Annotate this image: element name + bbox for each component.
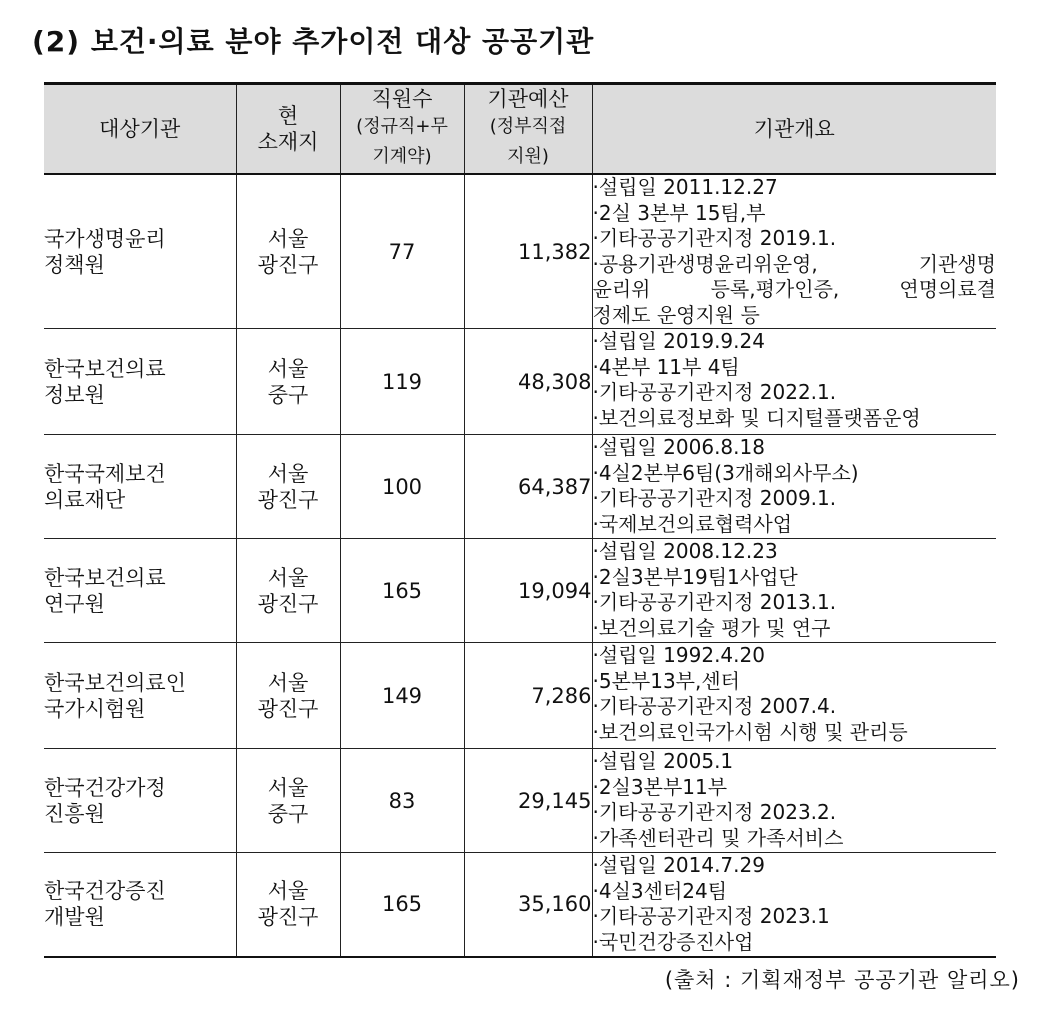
org-name-line: 한국건강가정 bbox=[44, 775, 166, 800]
org-name-line: 국가시험원 bbox=[44, 696, 146, 721]
summary-cell bbox=[592, 539, 996, 643]
summary-line: ·설립일 2006.8.18 bbox=[592, 435, 765, 459]
org-name-cell bbox=[44, 539, 236, 643]
summary-line: ·국민건강증진사업 bbox=[592, 929, 754, 954]
table-row bbox=[44, 174, 996, 329]
location-cell bbox=[236, 174, 340, 329]
budget-cell: 35,160 bbox=[464, 853, 592, 957]
summary-line: ·기타공공기관지정 2023.2. bbox=[592, 800, 837, 824]
budget-cell: 48,308 bbox=[464, 329, 592, 435]
header-location-line2: 소재지 bbox=[257, 130, 319, 154]
header-staff-line3: 기계약) bbox=[372, 146, 432, 167]
budget-cell: 11,382 bbox=[464, 174, 592, 329]
org-name-line: 한국보건의료 bbox=[44, 565, 166, 590]
summary-line: ·보건의료기술 평가 및 연구 bbox=[592, 615, 831, 640]
header-staff-line1: 직원수 bbox=[371, 87, 433, 111]
org-name-line: 한국보건의료 bbox=[44, 356, 166, 381]
staff-count-cell: 77 bbox=[340, 174, 464, 329]
org-name-line: 국가생명윤리 bbox=[44, 226, 166, 251]
summary-line: ·가족센터관리 및 가족서비스 bbox=[592, 825, 844, 850]
summary-cell bbox=[592, 643, 996, 749]
header-location bbox=[236, 84, 340, 175]
summary-line: ·4본부 11부 4팀 bbox=[592, 354, 740, 379]
summary-line: ·설립일 2014.7.29 bbox=[592, 853, 765, 877]
header-budget-line1: 기관예산 bbox=[487, 87, 569, 111]
org-name-line: 개발원 bbox=[44, 905, 105, 930]
table-row bbox=[44, 749, 996, 853]
summary-line: ·5본부13부,센터 bbox=[592, 668, 740, 693]
budget-cell: 64,387 bbox=[464, 435, 592, 539]
summary-cell bbox=[592, 435, 996, 539]
header-location-line1: 현 bbox=[277, 104, 299, 128]
staff-count-cell: 149 bbox=[340, 643, 464, 749]
summary-line: ·2실3본부19팀1사업단 bbox=[592, 564, 798, 589]
org-name-line: 의료재단 bbox=[44, 487, 126, 512]
location-line: 광진구 bbox=[257, 252, 319, 277]
location-line: 서울 bbox=[267, 670, 309, 695]
summary-cell bbox=[592, 853, 996, 957]
table-body bbox=[44, 174, 996, 957]
staff-count-cell: 165 bbox=[340, 539, 464, 643]
summary-line: ·4실3센터24팀 bbox=[592, 878, 728, 903]
summary-line: ·설립일 2019.9.24 bbox=[592, 329, 765, 353]
header-staff bbox=[340, 84, 464, 175]
org-name-line: 한국국제보건 bbox=[44, 461, 166, 486]
summary-line: ·2실3본부11부 bbox=[592, 774, 728, 799]
table-row bbox=[44, 539, 996, 643]
summary-line: ·4실2본부6팀(3개해외사무소) bbox=[592, 460, 859, 485]
location-line: 서울 bbox=[267, 565, 309, 590]
summary-line: ·국제보건의료협력사업 bbox=[592, 511, 793, 536]
location-line: 광진구 bbox=[257, 905, 319, 930]
summary-line: ·설립일 2011.12.27 bbox=[592, 175, 778, 199]
budget-cell: 29,145 bbox=[464, 749, 592, 853]
table-row bbox=[44, 329, 996, 435]
summary-line: ·기타공공기관지정 2007.4. bbox=[592, 694, 837, 718]
header-staff-line2: (정규직+무 bbox=[356, 116, 448, 137]
header-summary-label: 기관개요 bbox=[753, 117, 835, 141]
staff-count-cell: 83 bbox=[340, 749, 464, 853]
institution-table bbox=[44, 82, 996, 958]
location-line: 중구 bbox=[267, 801, 309, 826]
summary-line: 정제도 운영지원 등 bbox=[592, 302, 760, 327]
location-line: 광진구 bbox=[257, 487, 319, 512]
summary-line: ·기타공공기관지정 2013.1. bbox=[592, 590, 837, 614]
section-title: (2) 보건·의료 분야 추가이전 대상 공공기관 bbox=[32, 25, 595, 58]
location-cell bbox=[236, 643, 340, 749]
table-row bbox=[44, 853, 996, 957]
summary-line: ·설립일 1992.4.20 bbox=[592, 643, 765, 667]
org-name-line: 정책원 bbox=[44, 252, 105, 277]
header-org bbox=[44, 84, 236, 175]
summary-line: ·공용기관생명윤리위운영, 기관생명 bbox=[592, 251, 996, 276]
summary-cell bbox=[592, 329, 996, 435]
summary-line: 윤리위 등록,평가인증, 연명의료결 bbox=[592, 277, 996, 301]
org-name-cell bbox=[44, 643, 236, 749]
location-line: 중구 bbox=[267, 382, 309, 407]
source-note: (출처 : 기획재정부 공공기관 알리오) bbox=[664, 968, 1020, 992]
summary-line: ·기타공공기관지정 2023.1 bbox=[592, 904, 830, 928]
org-name-line: 한국건강증진 bbox=[44, 879, 166, 904]
org-name-line: 연구원 bbox=[44, 591, 105, 616]
summary-cell bbox=[592, 174, 996, 329]
staff-count-cell: 100 bbox=[340, 435, 464, 539]
location-cell bbox=[236, 749, 340, 853]
header-budget-line2: (정부직접 bbox=[489, 116, 567, 137]
summary-line: ·기타공공기관지정 2009.1. bbox=[592, 486, 837, 510]
org-name-line: 정보원 bbox=[44, 382, 105, 407]
table-header bbox=[44, 84, 996, 175]
location-line: 서울 bbox=[267, 226, 309, 251]
header-summary bbox=[592, 84, 996, 175]
location-line: 서울 bbox=[267, 775, 309, 800]
summary-line: ·설립일 2005.1 bbox=[592, 749, 734, 773]
header-budget-line3: 지원) bbox=[507, 146, 549, 167]
location-line: 서울 bbox=[267, 461, 309, 486]
budget-cell: 7,286 bbox=[464, 643, 592, 749]
staff-count-cell: 119 bbox=[340, 329, 464, 435]
org-name-line: 진흥원 bbox=[44, 801, 105, 826]
location-line: 서울 bbox=[267, 879, 309, 904]
summary-line: ·2실 3본부 15팀,부 bbox=[592, 200, 766, 225]
org-name-cell bbox=[44, 435, 236, 539]
summary-line: ·기타공공기관지정 2022.1. bbox=[592, 380, 837, 404]
location-line: 광진구 bbox=[257, 591, 319, 616]
summary-line: ·보건의료인국가시험 시행 및 관리등 bbox=[592, 719, 908, 744]
location-cell bbox=[236, 329, 340, 435]
header-org-label: 대상기관 bbox=[99, 117, 181, 141]
staff-count-cell: 165 bbox=[340, 853, 464, 957]
summary-line: ·기타공공기관지정 2019.1. bbox=[592, 226, 837, 250]
header-budget bbox=[464, 84, 592, 175]
location-cell bbox=[236, 539, 340, 643]
org-name-line: 한국보건의료인 bbox=[44, 670, 187, 695]
location-cell bbox=[236, 853, 340, 957]
org-name-cell bbox=[44, 749, 236, 853]
location-cell bbox=[236, 435, 340, 539]
table-row bbox=[44, 643, 996, 749]
table-row bbox=[44, 435, 996, 539]
org-name-cell bbox=[44, 853, 236, 957]
budget-cell: 19,094 bbox=[464, 539, 592, 643]
org-name-cell bbox=[44, 174, 236, 329]
summary-line: ·보건의료정보화 및 디지털플랫폼운영 bbox=[592, 405, 921, 430]
summary-cell bbox=[592, 749, 996, 853]
org-name-cell bbox=[44, 329, 236, 435]
location-line: 서울 bbox=[267, 356, 309, 381]
summary-line: ·설립일 2008.12.23 bbox=[592, 539, 778, 563]
location-line: 광진구 bbox=[257, 696, 319, 721]
